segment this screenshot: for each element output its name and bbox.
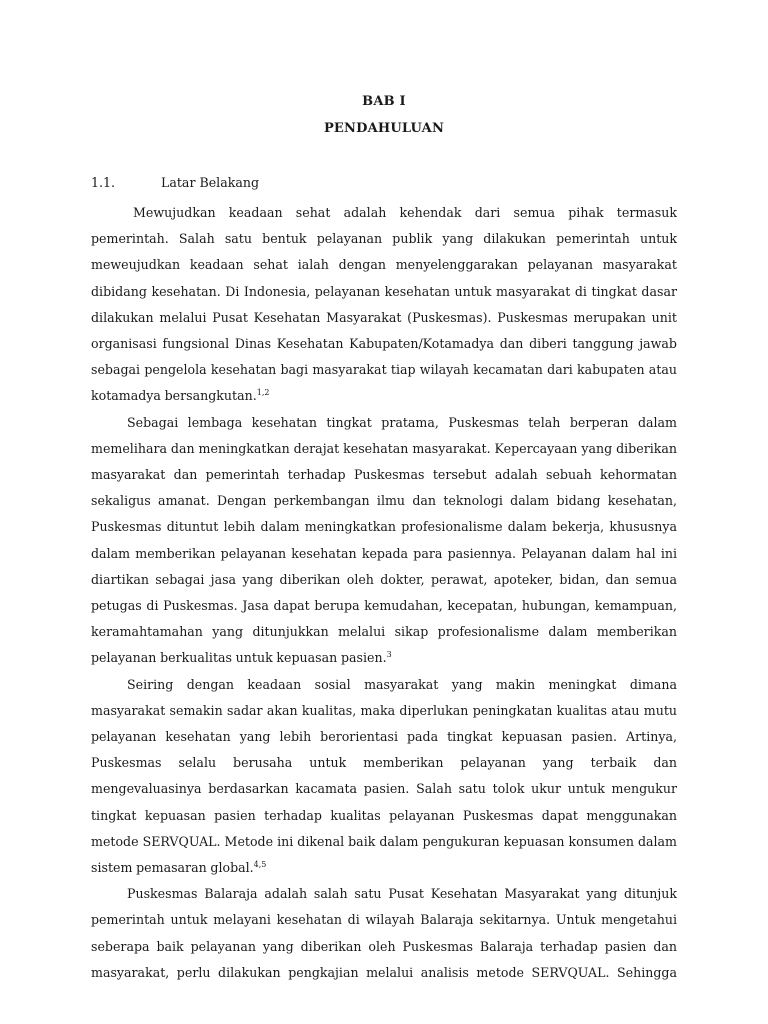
citation-2: 3 (386, 650, 392, 660)
body-text (91, 200, 677, 986)
chapter-number: BAB I (362, 94, 406, 109)
section-heading (91, 175, 391, 195)
section-number: 1.1. (91, 175, 116, 190)
chapter-title: PENDAHULUAN (323, 121, 445, 136)
paragraph-4 (91, 881, 677, 986)
paragraph-1-text: Mewujudkan keadaan sehat adalah kehendak dari semua pihak termasuk pemerintah. Salah satu bentuk pelayanan publik yang dilakukan pemerintah untuk meweujudkan keadaan sehat ialah dengan menyelenggarakan pelayanan masyarakat dibidang kesehatan. Di Indonesia, pelayanan kesehatan untuk masyarakat di tingkat dasar dilakukan melalui Pusat Kesehatan Masyarakat (Puskesmas). Puskesmas merupakan unit organisasi fungsional Dinas Kesehatan Kabupaten/Kotamadya dan diberi tanggung jawab sebagai pengelola kesehatan bagi masyarakat tiap wilayah kecamatan dari kabupaten atau kotamadya bersangkutan. (91, 205, 677, 404)
paragraph-3-text: Seiring dengan keadaan sosial masyarakat yang makin meningkat dimana masyarakat semakin sadar akan kualitas, maka diperlukan peningkatan kualitas atau mutu pelayanan kesehatan yang lebih berorientasi pada tingkat kepuasan pasien. Artinya, Puskesmas selalu berusaha untuk memberikan pelayanan yang terbaik dan mengevaluasinya berdasarkan kacamata pasien. Salah satu tolok ukur untuk mengukur tingkat kepuasan pasien terhadap kualitas pelayanan Puskesmas dapat menggunakan metode SERVQUAL. Metode ini dikenal baik dalam pengukuran kepuasan konsumen dalam sistem pemasaran global. (91, 676, 677, 876)
paragraph-4-text: Puskesmas Balaraja adalah salah satu Pusat Kesehatan Masyarakat yang ditunjuk pemerintah untuk melayani kesehatan di wilayah Balaraja sekitarnya. Untuk mengetahui seberapa baik pelayanan yang diberikan oleh Puskesmas Balaraja terhadap pasien dan masyarakat, perlu dilakukan pengkajian melalui analisis metode SERVQUAL. Sehingga (91, 886, 677, 980)
citation-1: 1,2 (256, 388, 270, 398)
paragraph-2 (91, 410, 677, 672)
citation-3: 4,5 (253, 859, 267, 869)
section-title: Latar Belakang (161, 175, 260, 190)
paragraph-2-text: Sebagai lembaga kesehatan tingkat pratama, Puskesmas telah berperan dalam memelihara dan meningkatkan derajat kesehatan masyarakat. Kepercayaan yang diberikan masyarakat dan pemerintah terhadap Puskesmas tersebut adalah sebuah kehormatan sekaligus amanat. Dengan perkembangan ilmu dan teknologi dalam bidang kesehatan, Puskesmas dituntut lebih dalam meningkatkan profesionalisme dalam bekerja, khususnya dalam memberikan pelayanan kesehatan kepada para pasiennya. Pelayanan dalam hal ini diartikan sebagai jasa yang diberikan oleh dokter, perawat, apoteker, bidan, dan semua petugas di Puskesmas. Jasa dapat berupa kemudahan, kecepatan, hubungan, kemampuan, keramahtamahan yang ditunjukkan melalui sikap profesionalisme dalam memberikan pelayanan berkualitas untuk kepuasan pasien. (91, 414, 677, 666)
paragraph-1 (91, 200, 677, 410)
paragraph-3 (91, 672, 677, 882)
